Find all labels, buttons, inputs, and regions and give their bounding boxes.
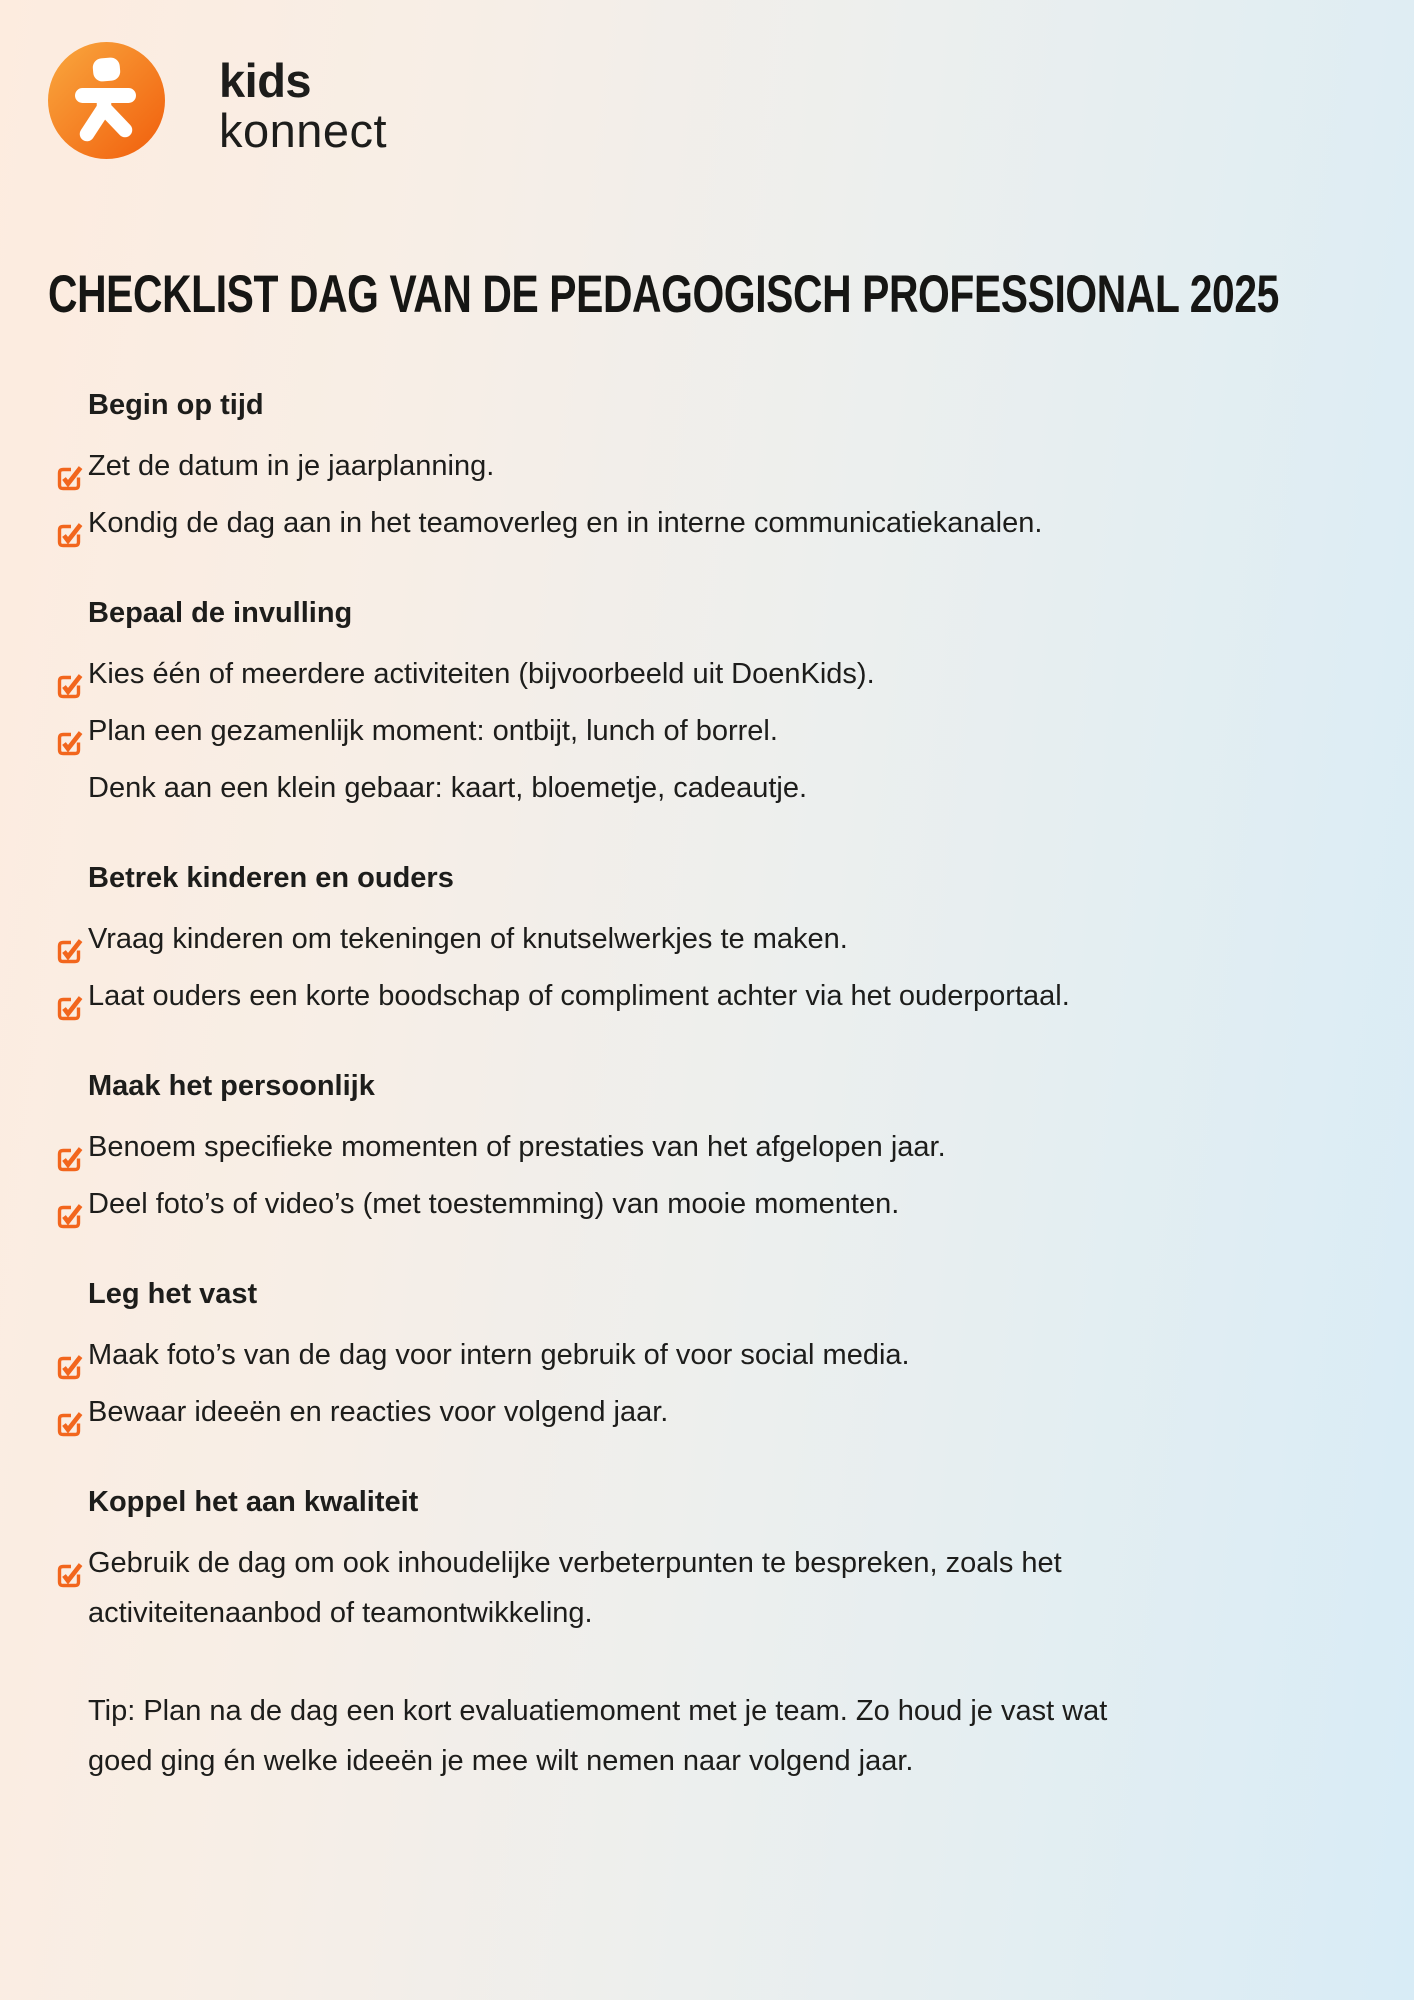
brand-wordmark xyxy=(219,56,387,156)
section-heading: Leg het vast xyxy=(88,1278,258,1310)
item-text: Bewaar ideeën en reacties voor volgend jaar. xyxy=(88,1396,669,1428)
checklist-item xyxy=(88,1387,1338,1437)
checked-checkbox-icon xyxy=(55,1562,83,1590)
checklist-item xyxy=(88,1538,1338,1638)
item-text: Benoem specifieke momenten of prestaties van het afgelopen jaar. xyxy=(88,1131,946,1163)
item-text: Maak foto’s van de dag voor intern gebruik of voor social media. xyxy=(88,1339,910,1371)
checklist-item xyxy=(88,1122,1338,1172)
checklist-section xyxy=(88,861,1338,1021)
checklist-item xyxy=(88,649,1338,699)
item-text: Plan een gezamenlijk moment: ontbijt, lunch of borrel. xyxy=(88,715,778,747)
checked-checkbox-icon xyxy=(55,1354,83,1382)
section-heading: Bepaal de invulling xyxy=(88,597,353,629)
checklist-section xyxy=(88,1277,1338,1437)
checked-checkbox-icon xyxy=(55,730,83,758)
checklist-section xyxy=(88,596,1338,813)
brand-name-kids: kids xyxy=(219,54,312,107)
section-heading: Maak het persoonlijk xyxy=(88,1070,375,1102)
item-text: Laat ouders een korte boodschap of compliment achter via het ouderportaal. xyxy=(88,980,1070,1012)
checklist-item xyxy=(88,971,1338,1021)
checklist-section xyxy=(88,1069,1338,1229)
checklist-item xyxy=(88,706,1338,756)
section-heading: Betrek kinderen en ouders xyxy=(88,862,454,894)
checklist-section xyxy=(88,388,1338,548)
tip-text: goed ging én welke ideeën je mee wilt nemen naar volgend jaar. xyxy=(88,1745,914,1777)
checklist-item xyxy=(88,441,1338,491)
checked-checkbox-icon xyxy=(55,522,83,550)
checked-checkbox-icon xyxy=(55,465,83,493)
item-text: Deel foto’s of video’s (met toestemming) van mooie momenten. xyxy=(88,1188,900,1220)
item-text: Kondig de dag aan in het teamoverleg en in interne communicatiekanalen. xyxy=(88,507,1043,539)
item-text: Zet de datum in je jaarplanning. xyxy=(88,450,495,482)
checked-checkbox-icon xyxy=(55,1203,83,1231)
item-text: activiteitenaanbod of teamontwikkeling. xyxy=(88,1597,593,1629)
section-heading: Koppel het aan kwaliteit xyxy=(88,1486,419,1518)
checklist-item xyxy=(88,763,1338,813)
checklist-content xyxy=(88,388,1338,1786)
checked-checkbox-icon xyxy=(55,1411,83,1439)
page-title: CHECKLIST DAG VAN DE PEDAGOGISCH PROFESSIONAL 2025 xyxy=(48,265,1279,324)
checked-checkbox-icon xyxy=(55,673,83,701)
tip-text: Tip: Plan na de dag een kort evaluatiemoment met je team. Zo houd je vast wat xyxy=(88,1695,1108,1727)
checklist-item xyxy=(88,914,1338,964)
item-text: Denk aan een klein gebaar: kaart, bloemetje, cadeautje. xyxy=(88,772,808,804)
checklist-item xyxy=(88,1330,1338,1380)
checked-checkbox-icon xyxy=(55,995,83,1023)
brand-name-konnect: konnect xyxy=(219,104,388,157)
checklist-item xyxy=(88,1179,1338,1229)
tip-paragraph xyxy=(88,1686,1338,1786)
section-heading: Begin op tijd xyxy=(88,389,264,421)
item-text: Gebruik de dag om ook inhoudelijke verbeterpunten te bespreken, zoals het xyxy=(88,1547,1062,1579)
checklist-item xyxy=(88,498,1338,548)
brand-header xyxy=(48,42,387,159)
checked-checkbox-icon xyxy=(55,1146,83,1174)
checked-checkbox-icon xyxy=(55,938,83,966)
checklist-section xyxy=(88,1485,1338,1638)
item-text: Vraag kinderen om tekeningen of knutselwerkjes te maken. xyxy=(88,923,848,955)
item-text: Kies één of meerdere activiteiten (bijvoorbeeld uit DoenKids). xyxy=(88,658,875,690)
kids-konnect-logo-icon xyxy=(48,42,165,159)
